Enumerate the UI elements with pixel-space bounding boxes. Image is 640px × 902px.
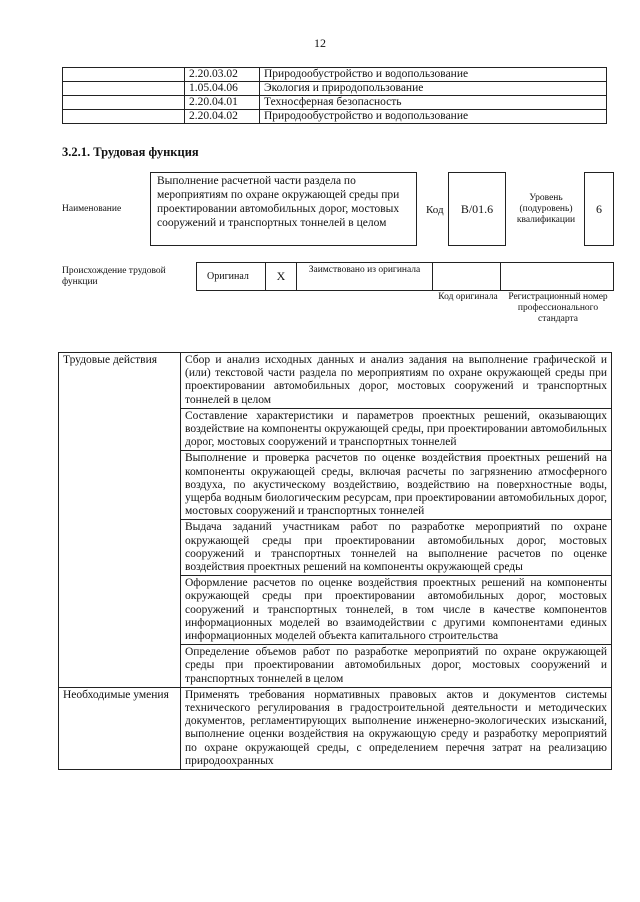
code-cell: 2.20.04.02 (185, 110, 260, 124)
codes-row (63, 68, 607, 82)
level-value-box (584, 172, 614, 246)
code-cell: 2.20.03.02 (185, 68, 260, 82)
labor-action-text: Составление характеристики и параметров проектных решений, оказывающих воздействие на компоненты окружающей среды, при проектировании автомобильных дорог, мостовых сооружений и транспортных тоннелей (181, 408, 612, 451)
original-mark-cell (265, 262, 297, 291)
labor-action-text: Оформление расчетов по оценке воздействия проектных решений на компоненты окружающей среды при проектировании автомобильных дорог, мостовых сооружений и транспортных тоннелей, в том числе в качестве компонентов информационных моделей во взаимодействии с другими компонентами единых информационных моделей объекта капитального строительства (181, 576, 612, 645)
codes-row (63, 82, 607, 96)
level-label: Уровень (подуровень) квалификации (516, 193, 576, 225)
codes-row (63, 96, 607, 110)
level-value: 6 (596, 201, 602, 216)
origin-label: Происхождение трудовой функции (62, 266, 166, 287)
skill-label: Необходимые умения (59, 687, 181, 769)
codes-empty-cell (63, 68, 185, 82)
borrowed-cell (296, 262, 433, 291)
codes-empty-cell (63, 110, 185, 124)
original-mark: X (276, 269, 286, 283)
labor-action-text: Сбор и анализ исходных данных и анализ задания на выполнение графической и (или) текстовой части раздела по мероприятиям по охране окружающей среды при проектировании автомобильных дорог, мостовых сооружений и транспортных тоннелей в целом (181, 353, 612, 409)
code-cell: 1.05.04.06 (185, 82, 260, 96)
function-name-box (150, 172, 417, 246)
labor-action-text: Выполнение и проверка расчетов по оценке воздействия проектных решений на компоненты окружающей среды, включая расчеты по загрязнению атмосферного воздуха, по акустическому воздействию, воздействию на поверхностные воды, ущерба водным биологическим ресурсам, при проектировании автомобильных дорог, мостовых сооружений и транспортных тоннелей (181, 451, 612, 520)
original-cell (196, 262, 266, 291)
skill (59, 687, 612, 769)
code-cell: 2.20.04.01 (185, 96, 260, 110)
borrowed-label: Заимствовано из оригинала (308, 265, 421, 275)
labor-action-label: Трудовые действия (59, 353, 181, 688)
reg-number-label: Регистрационный номер профессионального стандарта (508, 292, 608, 324)
codes-empty-cell (63, 82, 185, 96)
code-name-cell: Природообустройство и водопользование (260, 110, 607, 124)
function-code-box (448, 172, 506, 246)
codes-empty-cell (63, 96, 185, 110)
code-name-cell: Техносферная безопасность (260, 96, 607, 110)
function-code-value: B/01.6 (460, 201, 494, 216)
page-number: 12 (314, 36, 326, 50)
name-label: Наименование (62, 204, 122, 214)
labor-action-text: Выдача заданий участникам работ по разработке мероприятий по охране окружающей среды при проектировании автомобильных дорог, мостовых сооружений и транспортных тоннелей на выполнение расчетов по оценке воздействия проектных решений на компоненты окружающей среды (181, 520, 612, 576)
code-original-label: Код оригинала (438, 292, 498, 302)
code-name-cell: Природообустройство и водопользование (260, 68, 607, 82)
function-name-value: Выполнение расчетной части раздела по мероприятиям по охране окружающей среды при проектировании автомобильных дорог, мостовых сооружений и транспортных тоннелей в целом (157, 175, 400, 229)
function-details-table (58, 352, 612, 770)
section-heading: 3.2.1. Трудовая функция (62, 145, 199, 159)
original-label: Оригинал (207, 271, 249, 282)
code-name-cell: Экология и природопользование (260, 82, 607, 96)
code-original-cell (432, 262, 501, 291)
labor-action-text: Определение объемов работ по разработке мероприятий по охране окружающей среды при проектировании автомобильных дорог, мостовых сооружений и транспортных тоннелей в целом (181, 645, 612, 688)
codes-row (63, 110, 607, 124)
code-label: Код (426, 204, 444, 216)
reg-number-cell (500, 262, 614, 291)
specialty-codes-table (62, 67, 607, 124)
skill-text: Применять требования нормативных правовых актов и документов системы технического регулирования в градостроительной деятельности и методических документов, регламентирующих выполнение инженерно-экологических изысканий, выполнение оценки воздействия на окружающую среду и разработку мероприятий по охране окружающей среды, с определением перечня затрат на реализацию природоохранных (181, 687, 612, 769)
labor-action (59, 353, 612, 409)
